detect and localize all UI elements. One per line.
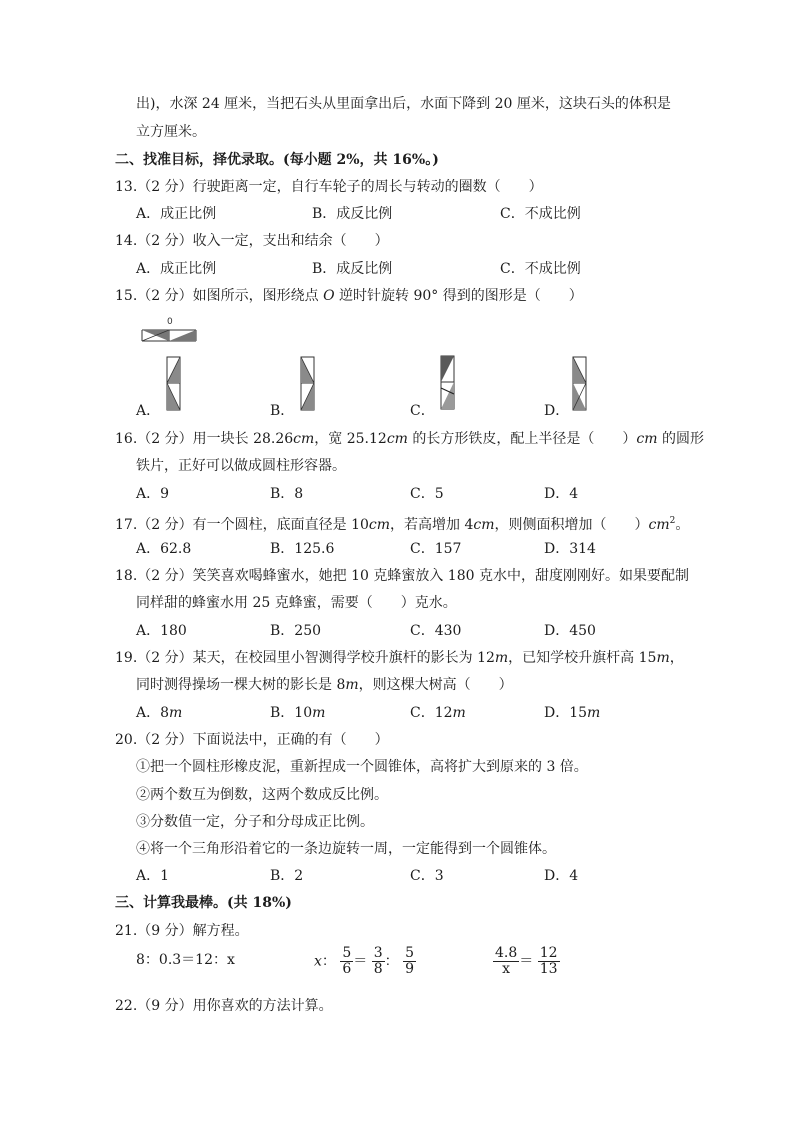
- equation-2: x： $\frac{5}{6}$ ＝ $\frac{3}{8}$ ： $\frac{5}{9}$: [314, 945, 415, 977]
- option-d: D．314: [544, 541, 596, 557]
- statement-3: ③分数值一定，分子和分母成正比例。: [136, 814, 374, 830]
- question-14: 14.（2 分）收入一定，支出和结余（ ）: [115, 233, 389, 249]
- question-13: 13.（2 分）行驶距离一定，自行车轮子的周长与转动的圈数（ ）: [115, 179, 543, 195]
- fraction-5-6: $\frac{5}{6}$: [342, 945, 352, 977]
- option-d: D．: [544, 403, 570, 419]
- statement-4: ④将一个三角形沿着它的一条边旋转一周，一定能得到一个圆锥体。: [136, 841, 556, 857]
- option-c: C．12m: [410, 705, 466, 721]
- option-a: A．8m: [136, 705, 183, 721]
- original-figure: [140, 313, 200, 343]
- question-15: 15.（2 分）如图所示，图形绕点 O 逆时针旋转 90° 得到的图形是（ ）: [115, 288, 583, 304]
- question-21: 21.（9 分）解方程。: [115, 923, 249, 939]
- statement-2: ②两个数互为倒数，这两个数成反比例。: [136, 787, 388, 803]
- question-18-line-2: 同样甜的蜂蜜水用 25 克蜂蜜，需要（ ）克水。: [136, 595, 457, 611]
- question-16-options: [136, 484, 696, 504]
- option-c: C．3: [410, 868, 444, 884]
- option-a: A．180: [136, 623, 187, 639]
- option-b: B．250: [270, 623, 322, 639]
- statement-1: ①把一个圆柱形橡皮泥，重新捏成一个圆锥体，高将扩大到原来的 3 倍。: [136, 759, 588, 775]
- option-a: A．成正比例: [136, 206, 217, 222]
- option-b: B．: [270, 403, 295, 419]
- question-16-line-2: 铁片，正好可以做成圆柱形容器。: [136, 458, 346, 474]
- option-d: D．4: [544, 868, 579, 884]
- option-d: D．4: [544, 486, 579, 502]
- option-b: B．10m: [270, 705, 326, 721]
- fraction-4-8-over-x: $\frac{4.8}{x}$: [495, 945, 518, 977]
- question-20-options: [136, 866, 696, 886]
- question-19: 19.（2 分）某天，在校园里小智测得学校升旗杆的影长为 12m，已知学校升旗杆高 15m，: [115, 650, 684, 666]
- question-14-options: [136, 259, 696, 279]
- option-a: A．62.8: [136, 541, 192, 557]
- option-d: D．15m: [544, 705, 601, 721]
- question-13-options: [136, 204, 696, 224]
- question-19-line-2: 同时测得操场一棵大树的影长是 8m，则这棵大树高（ ）: [136, 677, 513, 693]
- equation-3: $\frac{4.8}{x}$ ＝ $\frac{12}{13}$: [495, 945, 558, 977]
- point-o-label: 0: [167, 317, 173, 327]
- fraction-3-8: $\frac{3}{8}$: [373, 945, 383, 977]
- option-c: C．430: [410, 623, 462, 639]
- question-18-options: [136, 621, 696, 641]
- section-2-title: 二、找准目标，择优录取。(每小题 2%，共 16%。): [115, 152, 439, 168]
- option-d: D．450: [544, 623, 596, 639]
- intro-line-1: 出)，水深 24 厘米，当把石头从里面拿出后，水面下降到 20 厘米，这块石头的体积是: [136, 96, 671, 112]
- intro-line-2: 立方厘米。: [136, 124, 206, 140]
- option-a: A．成正比例: [136, 261, 217, 277]
- question-17-options: [136, 539, 696, 559]
- question-20: 20.（2 分）下面说法中，正确的有（ ）: [115, 732, 389, 748]
- option-b: B．成反比例: [312, 261, 393, 277]
- option-a: A．: [136, 403, 161, 419]
- question-22: 22.（9 分）用你喜欢的方法计算。: [115, 998, 333, 1014]
- option-b: B．2: [270, 868, 304, 884]
- question-17: 17.（2 分）有一个圆柱，底面直径是 10cm，若高增加 4cm，则侧面积增加（ ）$cm^2$。: [115, 516, 690, 533]
- question-19-options: [136, 703, 696, 723]
- section-3-title: 三、计算我最棒。(共 18%): [115, 895, 292, 911]
- option-b: B．成反比例: [312, 206, 393, 222]
- option-c: C．157: [410, 541, 462, 557]
- option-c: C．不成比例: [500, 206, 581, 222]
- equation-1: 8：0.3＝12：x: [136, 952, 235, 968]
- option-c: C．5: [410, 486, 444, 502]
- option-b: B．125.6: [270, 541, 335, 557]
- fraction-5-9: $\frac{5}{9}$: [405, 945, 415, 977]
- option-a: A．9: [136, 486, 170, 502]
- option-b: B．8: [270, 486, 304, 502]
- question-16: 16.（2 分）用一块长 28.26cm，宽 25.12cm 的长方形铁皮，配上半径是（ ）cm 的圆形: [115, 431, 704, 447]
- option-c: C．不成比例: [500, 261, 581, 277]
- question-15-options: [136, 401, 696, 421]
- question-18: 18.（2 分）笑笑喜欢喝蜂蜜水，她把 10 克蜂蜜放入 180 克水中，甜度刚刚好。如果要配制: [115, 568, 689, 584]
- fraction-12-13: $\frac{12}{13}$: [539, 945, 558, 977]
- option-a: A．1: [136, 868, 170, 884]
- option-c: C．: [410, 403, 435, 419]
